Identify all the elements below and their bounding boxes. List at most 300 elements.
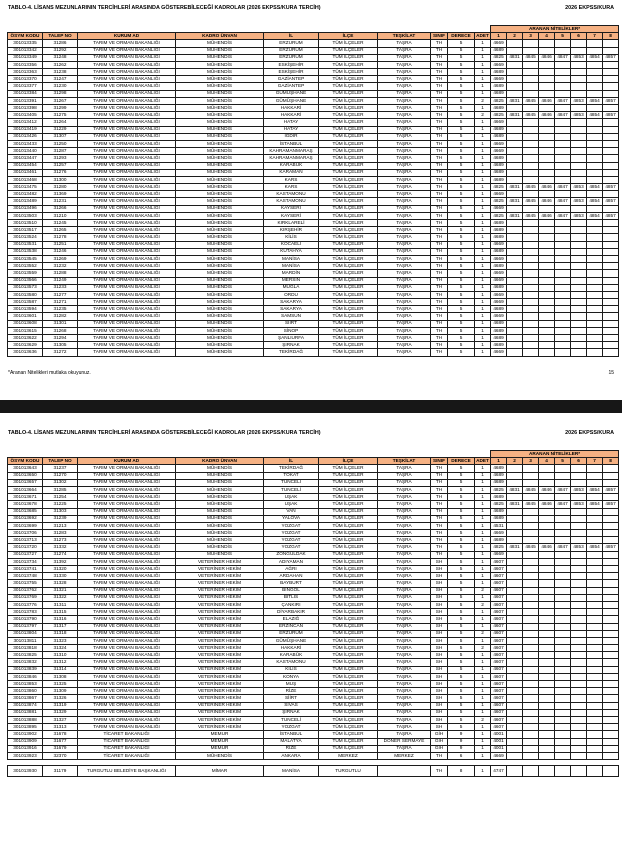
- cell: TH: [431, 342, 448, 349]
- cell: [555, 688, 571, 695]
- cell: 301013503: [8, 212, 43, 219]
- cell: 4853: [571, 212, 587, 219]
- cell: [523, 291, 539, 298]
- cell: 4669: [491, 291, 507, 298]
- cell: TAŞRA: [378, 702, 431, 709]
- cell: TÜM İLÇELER: [319, 616, 378, 623]
- cell: [539, 140, 555, 147]
- cell: [603, 277, 619, 284]
- cell: [555, 119, 571, 126]
- cell: [523, 126, 539, 133]
- cell: MÜHENDİS: [176, 97, 264, 104]
- cell: [555, 522, 571, 529]
- cell: TÜM İLÇELER: [319, 666, 378, 673]
- cell: [539, 702, 555, 709]
- cell: [523, 709, 539, 716]
- cell: 1: [475, 176, 491, 183]
- cell: TÜM İLÇELER: [319, 731, 378, 738]
- cell: 4857: [603, 212, 619, 219]
- table-row: [8, 97, 619, 104]
- cell: 5: [448, 126, 475, 133]
- cell: MÜHENDİS: [176, 212, 264, 219]
- cell: YOZGAT: [264, 724, 319, 731]
- cell: SH: [431, 558, 448, 565]
- cell: TAŞRA: [378, 97, 431, 104]
- cell: MÜHENDİS: [176, 54, 264, 61]
- column-header: TALEP NO: [43, 458, 78, 465]
- cell: UŞAK: [264, 494, 319, 501]
- cell: 1: [475, 335, 491, 342]
- cell: TH: [431, 486, 448, 493]
- cell: TÜM İLÇELER: [319, 349, 378, 356]
- cell: [571, 105, 587, 112]
- cell: [523, 551, 539, 558]
- cell: [523, 306, 539, 313]
- table-row: [8, 673, 619, 680]
- cell: [555, 587, 571, 594]
- cell: [507, 645, 523, 652]
- cell: MALATYA: [264, 738, 319, 745]
- cell: 31254: [43, 494, 78, 501]
- cell: [555, 681, 571, 688]
- cell: TH: [431, 119, 448, 126]
- cell: 301013370: [8, 76, 43, 83]
- cell: GÜMÜŞHANE: [264, 97, 319, 104]
- cell: [603, 479, 619, 486]
- cell: SH: [431, 616, 448, 623]
- cell: [507, 162, 523, 169]
- cell: MÜHENDİS: [176, 61, 264, 68]
- cell: TUNCELİ: [264, 479, 319, 486]
- cell: 1: [475, 342, 491, 349]
- cell: [603, 537, 619, 544]
- cell: TARIM VE ORMAN BAKANLIĞI: [78, 277, 176, 284]
- cell: [603, 530, 619, 537]
- cell: UŞAK: [264, 501, 319, 508]
- cell: SH: [431, 695, 448, 702]
- cell: [571, 327, 587, 334]
- cell: MERSİN: [264, 277, 319, 284]
- cell: TH: [431, 494, 448, 501]
- cell: ANKARA: [264, 752, 319, 759]
- cell: TÜM İLÇELER: [319, 234, 378, 241]
- cell: [539, 530, 555, 537]
- cell: [539, 284, 555, 291]
- cell: [587, 306, 603, 313]
- cell: [523, 645, 539, 652]
- cell: TARIM VE ORMAN BAKANLIĞI: [78, 176, 176, 183]
- cell: TÜM İLÇELER: [319, 291, 378, 298]
- cell: TÜM İLÇELER: [319, 551, 378, 558]
- cell: TH: [431, 184, 448, 191]
- cell: MÜHENDİS: [176, 105, 264, 112]
- cell: [507, 155, 523, 162]
- cell: 1: [475, 724, 491, 731]
- column-header: 3: [523, 33, 539, 40]
- cell: AĞRI: [264, 566, 319, 573]
- cell: 31287: [43, 148, 78, 155]
- cell: [587, 270, 603, 277]
- cell: MÜHENDİS: [176, 270, 264, 277]
- cell: [523, 731, 539, 738]
- cell: TH: [431, 291, 448, 298]
- cell: ÇANKIRI: [264, 601, 319, 608]
- cell: 4854: [587, 198, 603, 205]
- cell: TAŞRA: [378, 205, 431, 212]
- cell: [523, 508, 539, 515]
- cell: [603, 645, 619, 652]
- cell: 301013804: [8, 630, 43, 637]
- cell: TARIM VE ORMAN BAKANLIĞI: [78, 255, 176, 262]
- cell: [571, 766, 587, 777]
- cell: MÜHENDİS: [176, 522, 264, 529]
- cell: [587, 479, 603, 486]
- cell: [539, 126, 555, 133]
- column-header: 7: [587, 458, 603, 465]
- cell: 31233: [43, 284, 78, 291]
- cell: 31248: [43, 54, 78, 61]
- cell: TARIM VE ORMAN BAKANLIĞI: [78, 299, 176, 306]
- cell: 4831: [507, 97, 523, 104]
- cell: [587, 105, 603, 112]
- cell: TARIM VE ORMAN BAKANLIĞI: [78, 479, 176, 486]
- cell: 301013531: [8, 241, 43, 248]
- cell: VETERİNER HEKİM: [176, 609, 264, 616]
- cell: [571, 494, 587, 501]
- cell: TEKİRDAĞ: [264, 465, 319, 472]
- table-row: [8, 752, 619, 759]
- cell: [571, 724, 587, 731]
- cell: [539, 40, 555, 47]
- cell: 4847: [555, 486, 571, 493]
- cell: 5: [448, 90, 475, 97]
- cell: [523, 248, 539, 255]
- cell: 4854: [587, 97, 603, 104]
- cell: 2: [475, 716, 491, 723]
- cell: [571, 126, 587, 133]
- cell: 1: [475, 327, 491, 334]
- cell: [571, 241, 587, 248]
- cell: [523, 119, 539, 126]
- cell: 4689: [491, 537, 507, 544]
- cell: TÜM İLÇELER: [319, 659, 378, 666]
- cell: [555, 645, 571, 652]
- cell: [507, 766, 523, 777]
- cell: TH: [431, 277, 448, 284]
- cell: TÜM İLÇELER: [319, 515, 378, 522]
- cell: 4689: [491, 515, 507, 522]
- cell: [539, 573, 555, 580]
- cell: 5: [448, 609, 475, 616]
- cell: 301013678: [8, 501, 43, 508]
- cell: 1: [475, 558, 491, 565]
- cell: [507, 277, 523, 284]
- cell: 5: [448, 76, 475, 83]
- cell: SH: [431, 652, 448, 659]
- cell: 31273: [43, 537, 78, 544]
- cell: TAŞRA: [378, 486, 431, 493]
- cell: MÜHENDİS: [176, 90, 264, 97]
- cell: [539, 558, 555, 565]
- cell: TÜM İLÇELER: [319, 594, 378, 601]
- cell: [571, 133, 587, 140]
- cell: TÜM İLÇELER: [319, 716, 378, 723]
- cell: 31247: [43, 76, 78, 83]
- cell: SH: [431, 630, 448, 637]
- table-row: [8, 162, 619, 169]
- cell: [587, 465, 603, 472]
- cell: [603, 234, 619, 241]
- cell: 5: [448, 313, 475, 320]
- cell: [571, 227, 587, 234]
- table-row: [8, 551, 619, 558]
- cell: GİH: [431, 745, 448, 752]
- cell: 4847: [555, 198, 571, 205]
- cell: [507, 587, 523, 594]
- table-row: [8, 40, 619, 47]
- cell: 5: [448, 327, 475, 334]
- cell: TÜM İLÇELER: [319, 155, 378, 162]
- cell: [523, 666, 539, 673]
- cell: [507, 227, 523, 234]
- cell: 31294: [43, 335, 78, 342]
- cell: SH: [431, 587, 448, 594]
- cell: 4689: [491, 342, 507, 349]
- cell: 1: [475, 688, 491, 695]
- cell: TAŞRA: [378, 255, 431, 262]
- cell: [571, 191, 587, 198]
- cell: [539, 587, 555, 594]
- cell: 31392: [43, 558, 78, 565]
- cell: [555, 291, 571, 298]
- cell: VETERİNER HEKİM: [176, 709, 264, 716]
- cell: TÜM İLÇELER: [319, 558, 378, 565]
- cell: [603, 169, 619, 176]
- cell: [603, 515, 619, 522]
- cell: [539, 299, 555, 306]
- cell: [571, 465, 587, 472]
- cell: [523, 566, 539, 573]
- table-row: [8, 270, 619, 277]
- cell: TÜM İLÇELER: [319, 306, 378, 313]
- cell: TARIM VE ORMAN BAKANLIĞI: [78, 494, 176, 501]
- cell: 31293: [43, 155, 78, 162]
- cell: [507, 551, 523, 558]
- cell: TÜM İLÇELER: [319, 335, 378, 342]
- cell: [523, 255, 539, 262]
- cell: 31329: [43, 709, 78, 716]
- cell: [603, 140, 619, 147]
- cell: 5: [448, 501, 475, 508]
- cell: 4669: [491, 270, 507, 277]
- blank-spacer: [8, 25, 491, 32]
- cell: [555, 133, 571, 140]
- cell: TÜM İLÇELER: [319, 566, 378, 573]
- cell: 4854: [587, 54, 603, 61]
- cell: 1: [475, 234, 491, 241]
- cell: [523, 40, 539, 47]
- cell: [523, 494, 539, 501]
- cell: [523, 587, 539, 594]
- cell: MERKEZ: [378, 752, 431, 759]
- cell: SH: [431, 702, 448, 709]
- cell: [523, 724, 539, 731]
- cell: [587, 176, 603, 183]
- cell: TAŞRA: [378, 573, 431, 580]
- cell: [571, 162, 587, 169]
- cell: TARIM VE ORMAN BAKANLIĞI: [78, 284, 176, 291]
- cell: 1: [475, 609, 491, 616]
- table-row: [8, 530, 619, 537]
- cell: TARIM VE ORMAN BAKANLIĞI: [78, 198, 176, 205]
- cell: 31299: [43, 105, 78, 112]
- nitelik-header-row: [8, 451, 619, 458]
- cell: TÜM İLÇELER: [319, 61, 378, 68]
- cell: 4853: [571, 112, 587, 119]
- cell: [555, 716, 571, 723]
- cell: [603, 61, 619, 68]
- cell: [603, 205, 619, 212]
- cell: 31678: [43, 731, 78, 738]
- cell: MÜHENDİS: [176, 198, 264, 205]
- table-row: [8, 227, 619, 234]
- cell: [539, 327, 555, 334]
- cell: 31266: [43, 205, 78, 212]
- cell: TARIM VE ORMAN BAKANLIĞI: [78, 105, 176, 112]
- cell: TÜM İLÇELER: [319, 530, 378, 537]
- cell: TH: [431, 241, 448, 248]
- cell: 4669: [491, 551, 507, 558]
- cell: 301013377: [8, 83, 43, 90]
- cell: 31312: [43, 659, 78, 666]
- cell: VETERİNER HEKİM: [176, 673, 264, 680]
- cell: TARIM VE ORMAN BAKANLIĞI: [78, 76, 176, 83]
- cell: 5: [448, 112, 475, 119]
- cell: TH: [431, 69, 448, 76]
- cell: 4689: [491, 508, 507, 515]
- detached-row-table: [7, 765, 619, 777]
- cell: 31317: [43, 623, 78, 630]
- cell: [587, 702, 603, 709]
- cell: [587, 738, 603, 745]
- cell: [571, 616, 587, 623]
- cell: [523, 335, 539, 342]
- cell: 4689: [491, 83, 507, 90]
- cell: 4669: [491, 299, 507, 306]
- cell: [603, 472, 619, 479]
- cell: 1: [475, 465, 491, 472]
- corner-label: 2026 EKPSS/KURA: [565, 5, 614, 11]
- cell: [587, 752, 603, 759]
- cell: TARIM VE ORMAN BAKANLIĞI: [78, 61, 176, 68]
- cell: [571, 479, 587, 486]
- cell: 32370: [43, 752, 78, 759]
- cell: TÜM İLÇELER: [319, 630, 378, 637]
- cell: [603, 69, 619, 76]
- cell: [523, 342, 539, 349]
- cell: SH: [431, 580, 448, 587]
- cell: [507, 176, 523, 183]
- cell: [507, 69, 523, 76]
- cell: [539, 616, 555, 623]
- cell: [507, 263, 523, 270]
- cell: 301013475: [8, 184, 43, 191]
- cell: 1: [475, 191, 491, 198]
- cell: TAŞRA: [378, 666, 431, 673]
- cell: [507, 601, 523, 608]
- cell: MANİSA: [264, 263, 319, 270]
- cell: TH: [431, 40, 448, 47]
- cell: [507, 284, 523, 291]
- cell: [523, 465, 539, 472]
- cell: 301013881: [8, 709, 43, 716]
- cell: TÜM İLÇELER: [319, 270, 378, 277]
- cell: [587, 40, 603, 47]
- cell: 2: [475, 97, 491, 104]
- cell: TÜM İLÇELER: [319, 486, 378, 493]
- cell: TARIM VE ORMAN BAKANLIĞI: [78, 544, 176, 551]
- cell: 1: [475, 515, 491, 522]
- cell: TÜM İLÇELER: [319, 227, 378, 234]
- table-row: [8, 83, 619, 90]
- cell: 301013594: [8, 306, 43, 313]
- cell: [523, 61, 539, 68]
- cell: TAŞRA: [378, 652, 431, 659]
- column-header: ÖSYM KODU: [8, 33, 43, 40]
- cell: 4669: [491, 349, 507, 356]
- cell: [523, 688, 539, 695]
- cell: HAKKARİ: [264, 105, 319, 112]
- cell: 1: [475, 126, 491, 133]
- cell: 5: [448, 537, 475, 544]
- cell: 5: [448, 284, 475, 291]
- cell: 301013643: [8, 465, 43, 472]
- cell: TÜM İLÇELER: [319, 191, 378, 198]
- cell: [587, 169, 603, 176]
- cell: 1: [475, 637, 491, 644]
- cell: ŞIRNAK: [264, 342, 319, 349]
- cell: 31323: [43, 637, 78, 644]
- cell: VETERİNER HEKİM: [176, 688, 264, 695]
- cell: TH: [431, 508, 448, 515]
- cell: 5: [448, 40, 475, 47]
- cell: MÜHENDİS: [176, 335, 264, 342]
- cell: [507, 335, 523, 342]
- cell: TÜM İLÇELER: [319, 277, 378, 284]
- table-row: [8, 486, 619, 493]
- cell: İSTANBUL: [264, 140, 319, 147]
- cell: TÜM İLÇELER: [319, 688, 378, 695]
- cell: [571, 745, 587, 752]
- cell: 31283: [43, 530, 78, 537]
- cell: [539, 176, 555, 183]
- cell: [603, 573, 619, 580]
- cell: 4854: [587, 501, 603, 508]
- cell: 5: [448, 335, 475, 342]
- cell: 4689: [491, 263, 507, 270]
- cell: 1: [475, 241, 491, 248]
- cell: TÜM İLÇELER: [319, 47, 378, 54]
- cell: TÜM İLÇELER: [319, 580, 378, 587]
- cell: [571, 248, 587, 255]
- cell: 4669: [491, 530, 507, 537]
- cell: 4857: [603, 501, 619, 508]
- cell: [507, 623, 523, 630]
- cell: 1: [475, 291, 491, 298]
- cell: [603, 673, 619, 680]
- cell: [571, 234, 587, 241]
- cell: 5: [448, 508, 475, 515]
